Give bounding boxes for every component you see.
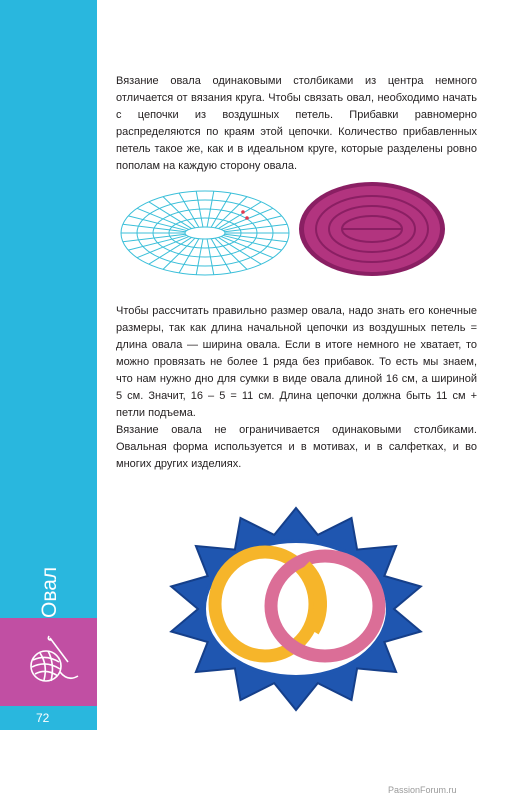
paragraph-2: Чтобы рассчитать правильно размер овала, надо знать его конечные размеры, так как длина начальной цепочки из воздушных петель = длина овала — ширина овала. Если в итоге немного не хватает, то можно провязать не более 1 ряда без прибавок. То есть мы знаем, что нам нужно дно для сумки в виде овала длиной 16 см, а шириной 5 см. Значит, 16 – 5 = 11 см. Длина цепочки должна быть 11 см + петли подъема. [116,305,477,419]
oval-doily-with-interlocked-rings [165,506,427,712]
page-number: 72 [36,711,50,725]
section-title [38,560,62,620]
yarn-ball-crochet-hook-icon [22,632,82,692]
paragraph-3: Вязание овала не ограничивается одинаковыми столбиками. Овальная форма используется и в мотивах, и в салфетках, и во многих других изделиях. [116,424,477,470]
magenta-crochet-oval [296,178,448,280]
oval-crochet-chart [115,188,295,278]
sidebar-band-magenta [0,618,97,706]
section-title-text: Овал [38,566,61,618]
sidebar [0,0,97,800]
paragraph-calculation [116,303,477,473]
paragraph-intro [116,73,477,175]
sidebar-band-cyan [0,0,97,618]
paragraph-1: Вязание овала одинаковыми столбиками из центра немного отличается от вязания круга. Чтобы связать овал, необходимо начать с цепочки из воздушных петель. Прибавки равномерно распределяются по краям этой цепочки. Количество прибавленных петель такое же, как и в идеальном круге, которые разделены ровно пополам на каждую сторону овала. [116,75,477,172]
watermark: PassionForum.ru [388,785,457,795]
